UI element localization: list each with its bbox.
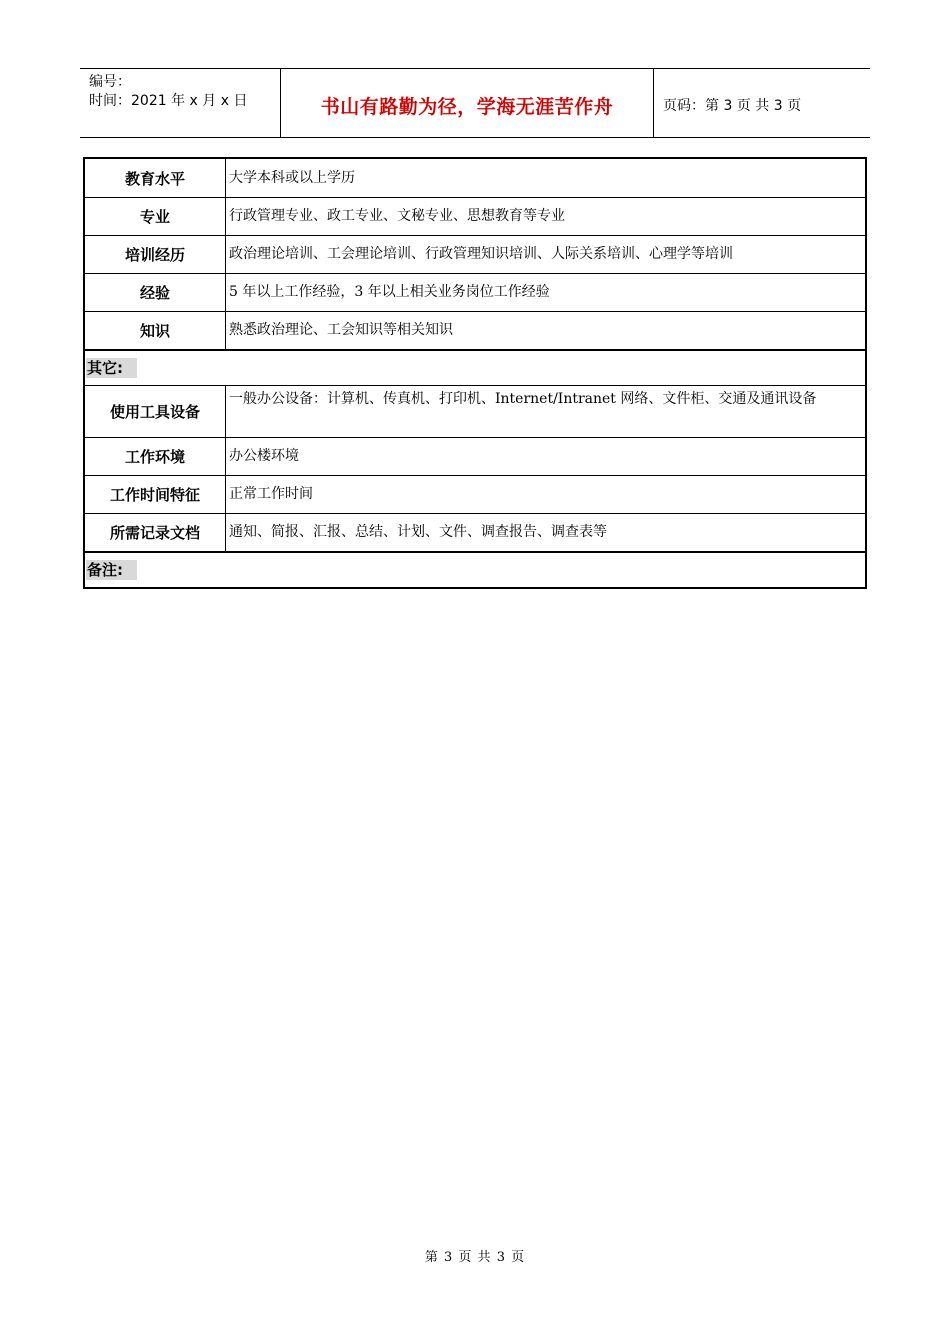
row-label: 教育水平 xyxy=(85,159,226,197)
row-value: 熟悉政治理论、工会知识等相关知识 xyxy=(229,322,453,338)
table-row xyxy=(85,437,865,475)
table-row xyxy=(85,513,865,551)
row-value: 办公楼环境 xyxy=(229,448,299,464)
table-row xyxy=(85,311,865,349)
table-row xyxy=(85,475,865,513)
row-value: 5 年以上工作经验，3 年以上相关业务岗位工作经验 xyxy=(229,284,550,300)
row-value: 行政管理专业、政工专业、文秘专业、思想教育等专业 xyxy=(229,208,565,224)
table-row xyxy=(85,273,865,311)
row-label: 经验 xyxy=(85,274,226,311)
row-label: 使用工具设备 xyxy=(85,386,226,437)
section-notes-row xyxy=(85,551,865,587)
job-requirements-table xyxy=(83,157,867,589)
header-motto-cell xyxy=(281,69,654,137)
page-header xyxy=(80,68,870,138)
row-value: 大学本科或以上学历 xyxy=(229,169,355,186)
number-label: 编号： xyxy=(89,74,131,90)
date-line: 时间：2021 年 x 月 x 日 xyxy=(89,93,248,109)
row-value: 正常工作时间 xyxy=(229,486,313,502)
row-value: 通知、简报、汇报、总结、计划、文件、调查报告、调查表等 xyxy=(229,524,607,540)
page-footer: 第 3 页 共 3 页 xyxy=(424,1250,526,1265)
section-notes-label: 备注: xyxy=(86,560,137,580)
table-row xyxy=(85,159,865,197)
row-label: 专业 xyxy=(85,198,226,235)
row-label: 所需记录文档 xyxy=(85,514,226,551)
row-label: 培训经历 xyxy=(85,236,226,273)
page-info: 页码：第 3 页 共 3 页 xyxy=(663,98,802,114)
table-row xyxy=(85,197,865,235)
table-row xyxy=(85,385,865,437)
section-other-row xyxy=(85,349,865,385)
motto: 书山有路勤为径，学海无涯苦作舟 xyxy=(320,95,614,118)
row-label: 工作环境 xyxy=(85,438,226,475)
row-label: 工作时间特征 xyxy=(85,476,226,513)
row-value: 一般办公设备：计算机、传真机、打印机、Internet/Intranet 网络、文件柜、交通及通讯设备 xyxy=(229,391,817,407)
row-label: 知识 xyxy=(85,312,226,349)
row-value: 政治理论培训、工会理论培训、行政管理知识培训、人际关系培训、心理学等培训 xyxy=(229,246,733,262)
table-row xyxy=(85,235,865,273)
header-info xyxy=(80,69,281,137)
section-other-label: 其它: xyxy=(86,358,137,378)
